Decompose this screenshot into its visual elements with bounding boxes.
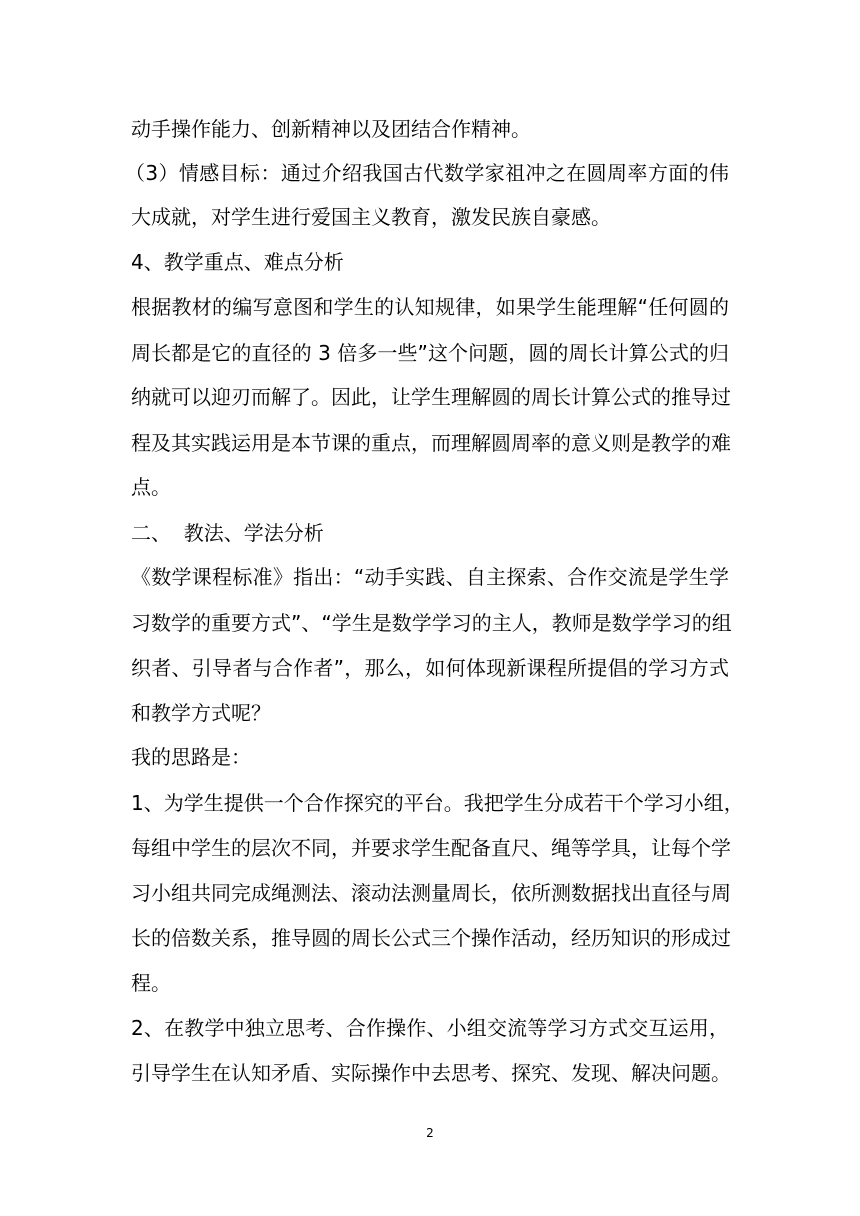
text-line: 1、为学生提供一个合作探究的平台。我把学生分成若干个学习小组， [131, 791, 744, 815]
text-line: 长的倍数关系，推导圆的周长公式三个操作活动，经历知识的形成过 [131, 926, 731, 950]
text-line: 我的思路是： [131, 745, 251, 769]
text-line: 织者、引导者与合作者”，那么，如何体现新课程所提倡的学习方式 [131, 656, 729, 680]
text-line: 大成就，对学生进行爱国主义教育，激发民族自豪感。 [131, 205, 611, 229]
section-heading: 二、 教法、学法分析 [131, 521, 324, 545]
text-line: 和教学方式呢？ [131, 701, 271, 725]
section-heading: 4、教学重点、难点分析 [131, 250, 344, 274]
text-line: 2、在教学中独立思考、合作操作、小组交流等学习方式交互运用， [131, 1016, 729, 1040]
text-line: 程及其实践运用是本节课的重点，而理解圆周率的意义则是教学的难 [131, 431, 731, 455]
page-number: 2 [426, 1126, 434, 1140]
text-line: 周长都是它的直径的 3 倍多一些”这个问题，圆的周长计算公式的归 [131, 341, 729, 365]
text-line: （3）情感目标：通过介绍我国古代数学家祖冲之在圆周率方面的伟 [125, 161, 729, 185]
text-line: 程。 [131, 971, 171, 995]
text-line: 根据教材的编写意图和学生的认知规律，如果学生能理解“任何圆的 [131, 295, 729, 319]
text-line: 引导学生在认知矛盾、实际操作中去思考、探究、发现、解决问题。 [131, 1061, 731, 1085]
text-line: 动手操作能力、创新精神以及团结合作精神。 [131, 117, 531, 141]
text-line: 《数学课程标准》指出：“动手实践、自主探索、合作交流是学生学 [131, 565, 729, 589]
text-line: 点。 [131, 475, 171, 499]
text-line: 每组中学生的层次不同，并要求学生配备直尺、绳等学具，让每个学 [131, 836, 731, 860]
text-line: 习小组共同完成绳测法、滚动法测量周长，依所测数据找出直径与周 [131, 881, 731, 905]
text-line: 习数学的重要方式”、“学生是数学学习的主人，教师是数学学习的组 [131, 611, 732, 635]
text-line: 纳就可以迎刃而解了。因此，让学生理解圆的周长计算公式的推导过 [131, 385, 731, 409]
